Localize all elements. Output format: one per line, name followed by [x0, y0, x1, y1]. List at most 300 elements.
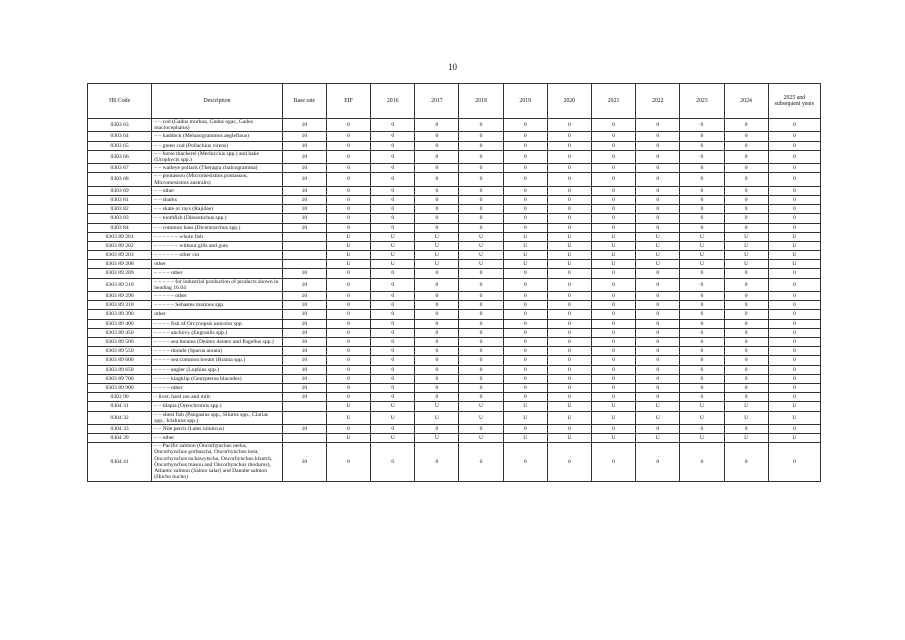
- rate-cell: U: [326, 260, 370, 269]
- rate-cell: 0: [768, 424, 820, 433]
- rate-cell: 0: [547, 164, 591, 173]
- hs-code-cell: 0303 89 600: [88, 356, 152, 365]
- rate-cell: 0: [547, 214, 591, 223]
- table-row: [88, 205, 821, 214]
- description-cell: – – – – – – whole fish: [152, 232, 283, 241]
- rate-cell: 0: [636, 119, 680, 132]
- rate-cell: 0: [415, 328, 459, 337]
- rate-cell: 0: [503, 328, 547, 337]
- rate-cell: U: [371, 260, 415, 269]
- rate-cell: 0: [680, 141, 724, 150]
- base-rate-cell: 10: [282, 278, 326, 291]
- base-rate-cell: 10: [282, 214, 326, 223]
- rate-cell: U: [415, 232, 459, 241]
- rate-cell: 0: [326, 186, 370, 195]
- table-header-row: [88, 84, 821, 119]
- rate-cell: 0: [547, 365, 591, 374]
- hs-code-cell: 0303 83: [88, 214, 152, 223]
- rate-cell: 0: [768, 223, 820, 232]
- header-year-2025-subsequent: 2025 and subsequent years: [768, 84, 820, 119]
- table-row: [88, 374, 821, 383]
- rate-cell: U: [459, 402, 503, 411]
- rate-cell: 0: [724, 150, 768, 163]
- rate-cell: U: [503, 241, 547, 250]
- rate-cell: 0: [503, 195, 547, 204]
- rate-cell: 0: [768, 374, 820, 383]
- hs-code-cell: 0303 89 202: [88, 241, 152, 250]
- hs-code-cell: 0303 66: [88, 150, 152, 163]
- rate-cell: 0: [459, 424, 503, 433]
- description-cell: – – tilapia (Oreochromis spp.): [152, 402, 283, 411]
- table-row: [88, 241, 821, 250]
- base-rate-cell: 10: [282, 119, 326, 132]
- rate-cell: 0: [415, 319, 459, 328]
- hs-code-cell: 0304 41: [88, 443, 152, 481]
- rate-cell: 0: [547, 374, 591, 383]
- rate-cell: 0: [636, 164, 680, 173]
- header-year-2018: 2018: [459, 84, 503, 119]
- rate-cell: 0: [636, 356, 680, 365]
- rate-cell: 0: [371, 338, 415, 347]
- rate-cell: 0: [415, 310, 459, 319]
- page-number: 10: [448, 62, 457, 72]
- rate-cell: U: [636, 411, 680, 424]
- rate-cell: 0: [680, 119, 724, 132]
- rate-cell: 0: [326, 205, 370, 214]
- rate-cell: U: [591, 434, 635, 443]
- rate-cell: 0: [415, 424, 459, 433]
- rate-cell: 0: [591, 214, 635, 223]
- rate-cell: 0: [768, 269, 820, 278]
- base-rate-cell: 10: [282, 269, 326, 278]
- rate-cell: 0: [415, 119, 459, 132]
- rate-cell: U: [547, 241, 591, 250]
- rate-cell: 0: [459, 383, 503, 392]
- rate-cell: 0: [591, 347, 635, 356]
- base-rate-cell: 10: [282, 374, 326, 383]
- hs-code-cell: 0303 89 400: [88, 319, 152, 328]
- rate-cell: U: [326, 241, 370, 250]
- hs-code-cell: 0303 84: [88, 223, 152, 232]
- rate-cell: 0: [680, 374, 724, 383]
- rate-cell: 0: [415, 186, 459, 195]
- rate-cell: 0: [636, 205, 680, 214]
- rate-cell: U: [680, 434, 724, 443]
- rate-cell: 0: [591, 424, 635, 433]
- rate-cell: 0: [547, 319, 591, 328]
- rate-cell: U: [503, 411, 547, 424]
- base-rate-cell: 10: [282, 186, 326, 195]
- hs-code-cell: 0303 82: [88, 205, 152, 214]
- description-cell: – – sheat fish (Pangasius spp., Silurus spp., Clarias spp., Ictalurus spp.): [152, 411, 283, 424]
- rate-cell: 0: [326, 119, 370, 132]
- rate-cell: 0: [724, 205, 768, 214]
- rate-cell: 0: [503, 374, 547, 383]
- rate-cell: 0: [503, 301, 547, 310]
- rate-cell: 0: [547, 150, 591, 163]
- hs-code-cell: 0303 81: [88, 195, 152, 204]
- rate-cell: 0: [547, 132, 591, 141]
- rate-cell: 0: [636, 269, 680, 278]
- rate-cell: 0: [326, 338, 370, 347]
- rate-cell: U: [680, 402, 724, 411]
- rate-cell: 0: [503, 205, 547, 214]
- rate-cell: 0: [326, 269, 370, 278]
- rate-cell: 0: [768, 292, 820, 301]
- base-rate-cell: 10: [282, 292, 326, 301]
- rate-cell: U: [371, 411, 415, 424]
- rate-cell: 0: [680, 195, 724, 204]
- rate-cell: 0: [724, 292, 768, 301]
- rate-cell: 0: [591, 195, 635, 204]
- table-row: [88, 301, 821, 310]
- description-cell: – – sharks: [152, 195, 283, 204]
- rate-cell: 0: [503, 383, 547, 392]
- description-cell: – – common bass (Dicentrarchus spp.): [152, 223, 283, 232]
- rate-cell: 0: [768, 383, 820, 392]
- rate-cell: 0: [371, 269, 415, 278]
- rate-cell: 0: [591, 164, 635, 173]
- rate-cell: 0: [547, 443, 591, 481]
- hs-code-cell: 0303 89 209: [88, 269, 152, 278]
- table-row: [88, 393, 821, 402]
- rate-cell: 0: [503, 223, 547, 232]
- rate-cell: U: [415, 402, 459, 411]
- base-rate-cell: [282, 251, 326, 260]
- rate-cell: 0: [680, 269, 724, 278]
- rate-cell: U: [371, 251, 415, 260]
- rate-cell: U: [636, 232, 680, 241]
- rate-cell: 0: [459, 374, 503, 383]
- header-year-2023: 2023: [680, 84, 724, 119]
- description-cell: – – – – angler (Lophius spp.): [152, 365, 283, 374]
- rate-cell: 0: [591, 278, 635, 291]
- rate-cell: 0: [459, 319, 503, 328]
- rate-cell: 0: [503, 173, 547, 186]
- rate-cell: 0: [636, 173, 680, 186]
- hs-code-cell: 0303 89 550: [88, 347, 152, 356]
- rate-cell: 0: [415, 173, 459, 186]
- rate-cell: 0: [724, 214, 768, 223]
- rate-cell: 0: [724, 132, 768, 141]
- rate-cell: 0: [724, 119, 768, 132]
- rate-cell: U: [768, 232, 820, 241]
- rate-cell: U: [371, 402, 415, 411]
- description-cell: – – – – other: [152, 269, 283, 278]
- rate-cell: 0: [415, 356, 459, 365]
- hs-code-cell: 0303 89 500: [88, 338, 152, 347]
- rate-cell: 0: [547, 347, 591, 356]
- description-cell: – – cod (Gadus morhua, Gadus ogac, Gadus macrocephalus): [152, 119, 283, 132]
- description-cell: – – poutassou (Micromesistius poutassou, Micromesistius australis): [152, 173, 283, 186]
- rate-cell: 0: [459, 338, 503, 347]
- rate-cell: 0: [371, 328, 415, 337]
- rate-cell: 0: [636, 365, 680, 374]
- rate-cell: 0: [415, 393, 459, 402]
- table-row: [88, 223, 821, 232]
- rate-cell: 0: [591, 301, 635, 310]
- hs-code-cell: 0303 90: [88, 393, 152, 402]
- rate-cell: 0: [371, 119, 415, 132]
- rate-cell: 0: [459, 269, 503, 278]
- rate-cell: 0: [591, 319, 635, 328]
- hs-code-cell: 0303 65: [88, 141, 152, 150]
- description-cell: – – – – kingklip (Genypterus blacodes): [152, 374, 283, 383]
- rate-cell: U: [724, 232, 768, 241]
- base-rate-cell: [282, 402, 326, 411]
- hs-code-cell: 0304 33: [88, 424, 152, 433]
- description-cell: – – – – anchovy (Engraulis spp.): [152, 328, 283, 337]
- rate-cell: U: [459, 434, 503, 443]
- rate-cell: 0: [591, 205, 635, 214]
- rate-cell: U: [591, 402, 635, 411]
- rate-cell: 0: [636, 292, 680, 301]
- rate-cell: 0: [326, 195, 370, 204]
- rate-cell: 0: [326, 356, 370, 365]
- table-body: [88, 119, 821, 482]
- rate-cell: 0: [768, 278, 820, 291]
- rate-cell: 0: [724, 278, 768, 291]
- rate-cell: 0: [636, 278, 680, 291]
- rate-cell: 0: [371, 365, 415, 374]
- rate-cell: 0: [636, 195, 680, 204]
- rate-cell: 0: [503, 278, 547, 291]
- rate-cell: 0: [636, 328, 680, 337]
- hs-code-cell: 0303 68: [88, 173, 152, 186]
- rate-cell: 0: [680, 319, 724, 328]
- table-row: [88, 424, 821, 433]
- rate-cell: 0: [371, 141, 415, 150]
- rate-cell: 0: [415, 150, 459, 163]
- hs-code-cell: 0303 64: [88, 132, 152, 141]
- rate-cell: 0: [724, 173, 768, 186]
- table-row: [88, 214, 821, 223]
- rate-cell: 0: [724, 424, 768, 433]
- table-row: [88, 443, 821, 481]
- rate-cell: 0: [326, 393, 370, 402]
- rate-cell: 0: [547, 393, 591, 402]
- rate-cell: 0: [415, 132, 459, 141]
- rate-cell: 0: [415, 374, 459, 383]
- base-rate-cell: 10: [282, 328, 326, 337]
- hs-code-cell: 0303 89 210: [88, 278, 152, 291]
- rate-cell: 0: [724, 365, 768, 374]
- rate-cell: 0: [724, 383, 768, 392]
- rate-cell: U: [371, 232, 415, 241]
- rate-cell: 0: [724, 164, 768, 173]
- rate-cell: 0: [459, 278, 503, 291]
- rate-cell: U: [591, 251, 635, 260]
- rate-cell: 0: [459, 173, 503, 186]
- rate-cell: 0: [503, 338, 547, 347]
- table-row: [88, 164, 821, 173]
- rate-cell: 0: [371, 173, 415, 186]
- rate-cell: 0: [768, 301, 820, 310]
- rate-cell: 0: [591, 292, 635, 301]
- description-cell: – – walleye pollack (Theragra chalcogramma): [152, 164, 283, 173]
- rate-cell: 0: [503, 365, 547, 374]
- rate-cell: U: [415, 411, 459, 424]
- rate-cell: 0: [636, 393, 680, 402]
- rate-cell: 0: [591, 173, 635, 186]
- description-cell: other: [152, 260, 283, 269]
- rate-cell: 0: [415, 141, 459, 150]
- rate-cell: 0: [503, 347, 547, 356]
- rate-cell: U: [326, 411, 370, 424]
- hs-code-cell: 0304 32: [88, 411, 152, 424]
- rate-cell: 0: [415, 278, 459, 291]
- rate-cell: 0: [680, 278, 724, 291]
- rate-cell: 0: [371, 278, 415, 291]
- rate-cell: U: [591, 241, 635, 250]
- base-rate-cell: 10: [282, 195, 326, 204]
- rate-cell: 0: [415, 338, 459, 347]
- rate-cell: 0: [680, 292, 724, 301]
- rate-cell: U: [503, 434, 547, 443]
- base-rate-cell: 10: [282, 356, 326, 365]
- rate-cell: 0: [415, 292, 459, 301]
- table-row: [88, 173, 821, 186]
- rate-cell: U: [459, 411, 503, 424]
- header-year-2017: 2017: [415, 84, 459, 119]
- rate-cell: 0: [326, 292, 370, 301]
- rate-cell: U: [636, 402, 680, 411]
- rate-cell: 0: [547, 356, 591, 365]
- base-rate-cell: 10: [282, 173, 326, 186]
- table-row: [88, 119, 821, 132]
- rate-cell: 0: [680, 424, 724, 433]
- rate-cell: 0: [547, 186, 591, 195]
- rate-cell: 0: [326, 132, 370, 141]
- base-rate-cell: 10: [282, 347, 326, 356]
- description-cell: – – skate or rays (Rajidae): [152, 205, 283, 214]
- table-row: [88, 319, 821, 328]
- rate-cell: U: [415, 260, 459, 269]
- base-rate-cell: 10: [282, 141, 326, 150]
- rate-cell: 0: [680, 164, 724, 173]
- rate-cell: 0: [591, 186, 635, 195]
- rate-cell: U: [326, 434, 370, 443]
- rate-cell: 0: [459, 119, 503, 132]
- rate-cell: 0: [547, 173, 591, 186]
- rate-cell: 0: [768, 365, 820, 374]
- hs-code-cell: 0303 89 450: [88, 328, 152, 337]
- rate-cell: 0: [591, 374, 635, 383]
- rate-cell: 0: [371, 186, 415, 195]
- rate-cell: U: [636, 260, 680, 269]
- description-cell: – – toothfish (Dissostichus spp.): [152, 214, 283, 223]
- rate-cell: 0: [680, 205, 724, 214]
- rate-cell: U: [547, 434, 591, 443]
- rate-cell: 0: [768, 164, 820, 173]
- rate-cell: 0: [680, 365, 724, 374]
- header-year-eif: EIF: [326, 84, 370, 119]
- rate-cell: 0: [591, 328, 635, 337]
- rate-cell: 0: [680, 356, 724, 365]
- rate-cell: 0: [680, 223, 724, 232]
- rate-cell: 0: [459, 301, 503, 310]
- header-year-2024: 2024: [724, 84, 768, 119]
- rate-cell: 0: [503, 443, 547, 481]
- rate-cell: 0: [371, 164, 415, 173]
- rate-cell: U: [724, 260, 768, 269]
- rate-cell: 0: [680, 393, 724, 402]
- header-hs-code: HS Code: [88, 84, 152, 119]
- rate-cell: U: [415, 434, 459, 443]
- rate-cell: 0: [768, 132, 820, 141]
- rate-cell: 0: [591, 443, 635, 481]
- rate-cell: 0: [636, 132, 680, 141]
- rate-cell: U: [636, 251, 680, 260]
- rate-cell: U: [459, 260, 503, 269]
- rate-cell: 0: [326, 347, 370, 356]
- rate-cell: U: [724, 411, 768, 424]
- rate-cell: 0: [591, 269, 635, 278]
- rate-cell: 0: [459, 150, 503, 163]
- rate-cell: U: [768, 411, 820, 424]
- rate-cell: 0: [459, 223, 503, 232]
- rate-cell: 0: [724, 356, 768, 365]
- rate-cell: 0: [371, 214, 415, 223]
- rate-cell: 0: [415, 195, 459, 204]
- rate-cell: 0: [724, 186, 768, 195]
- rate-cell: 0: [326, 319, 370, 328]
- hs-code-cell: 0303 89 310: [88, 301, 152, 310]
- rate-cell: U: [503, 232, 547, 241]
- rate-cell: 0: [503, 310, 547, 319]
- rate-cell: 0: [415, 269, 459, 278]
- description-cell: – – – – sea breams (Dentex dentex and Pagellus spp.): [152, 338, 283, 347]
- rate-cell: 0: [371, 132, 415, 141]
- table-row: [88, 251, 821, 260]
- rate-cell: 0: [591, 310, 635, 319]
- rate-cell: 0: [547, 195, 591, 204]
- rate-cell: 0: [459, 214, 503, 223]
- rate-cell: 0: [459, 356, 503, 365]
- description-cell: other: [152, 310, 283, 319]
- rate-cell: U: [768, 260, 820, 269]
- rate-cell: U: [680, 241, 724, 250]
- rate-cell: U: [724, 241, 768, 250]
- rate-cell: U: [503, 260, 547, 269]
- base-rate-cell: [282, 434, 326, 443]
- rate-cell: 0: [503, 214, 547, 223]
- rate-cell: 0: [768, 119, 820, 132]
- rate-cell: 0: [547, 141, 591, 150]
- rate-cell: 0: [680, 301, 724, 310]
- rate-cell: 0: [636, 223, 680, 232]
- rate-cell: 0: [724, 141, 768, 150]
- table-row: [88, 132, 821, 141]
- rate-cell: 0: [415, 301, 459, 310]
- header-year-2019: 2019: [503, 84, 547, 119]
- rate-cell: U: [636, 241, 680, 250]
- rate-cell: 0: [636, 186, 680, 195]
- rate-cell: 0: [371, 301, 415, 310]
- table-row: [88, 186, 821, 195]
- rate-cell: 0: [636, 424, 680, 433]
- rate-cell: U: [547, 232, 591, 241]
- table-row: [88, 434, 821, 443]
- rate-cell: 0: [547, 269, 591, 278]
- base-rate-cell: 10: [282, 443, 326, 481]
- rate-cell: 0: [591, 223, 635, 232]
- rate-cell: U: [371, 241, 415, 250]
- rate-cell: 0: [371, 356, 415, 365]
- rate-cell: 0: [636, 383, 680, 392]
- rate-cell: 0: [326, 310, 370, 319]
- hs-code-cell: 0303 89 390: [88, 310, 152, 319]
